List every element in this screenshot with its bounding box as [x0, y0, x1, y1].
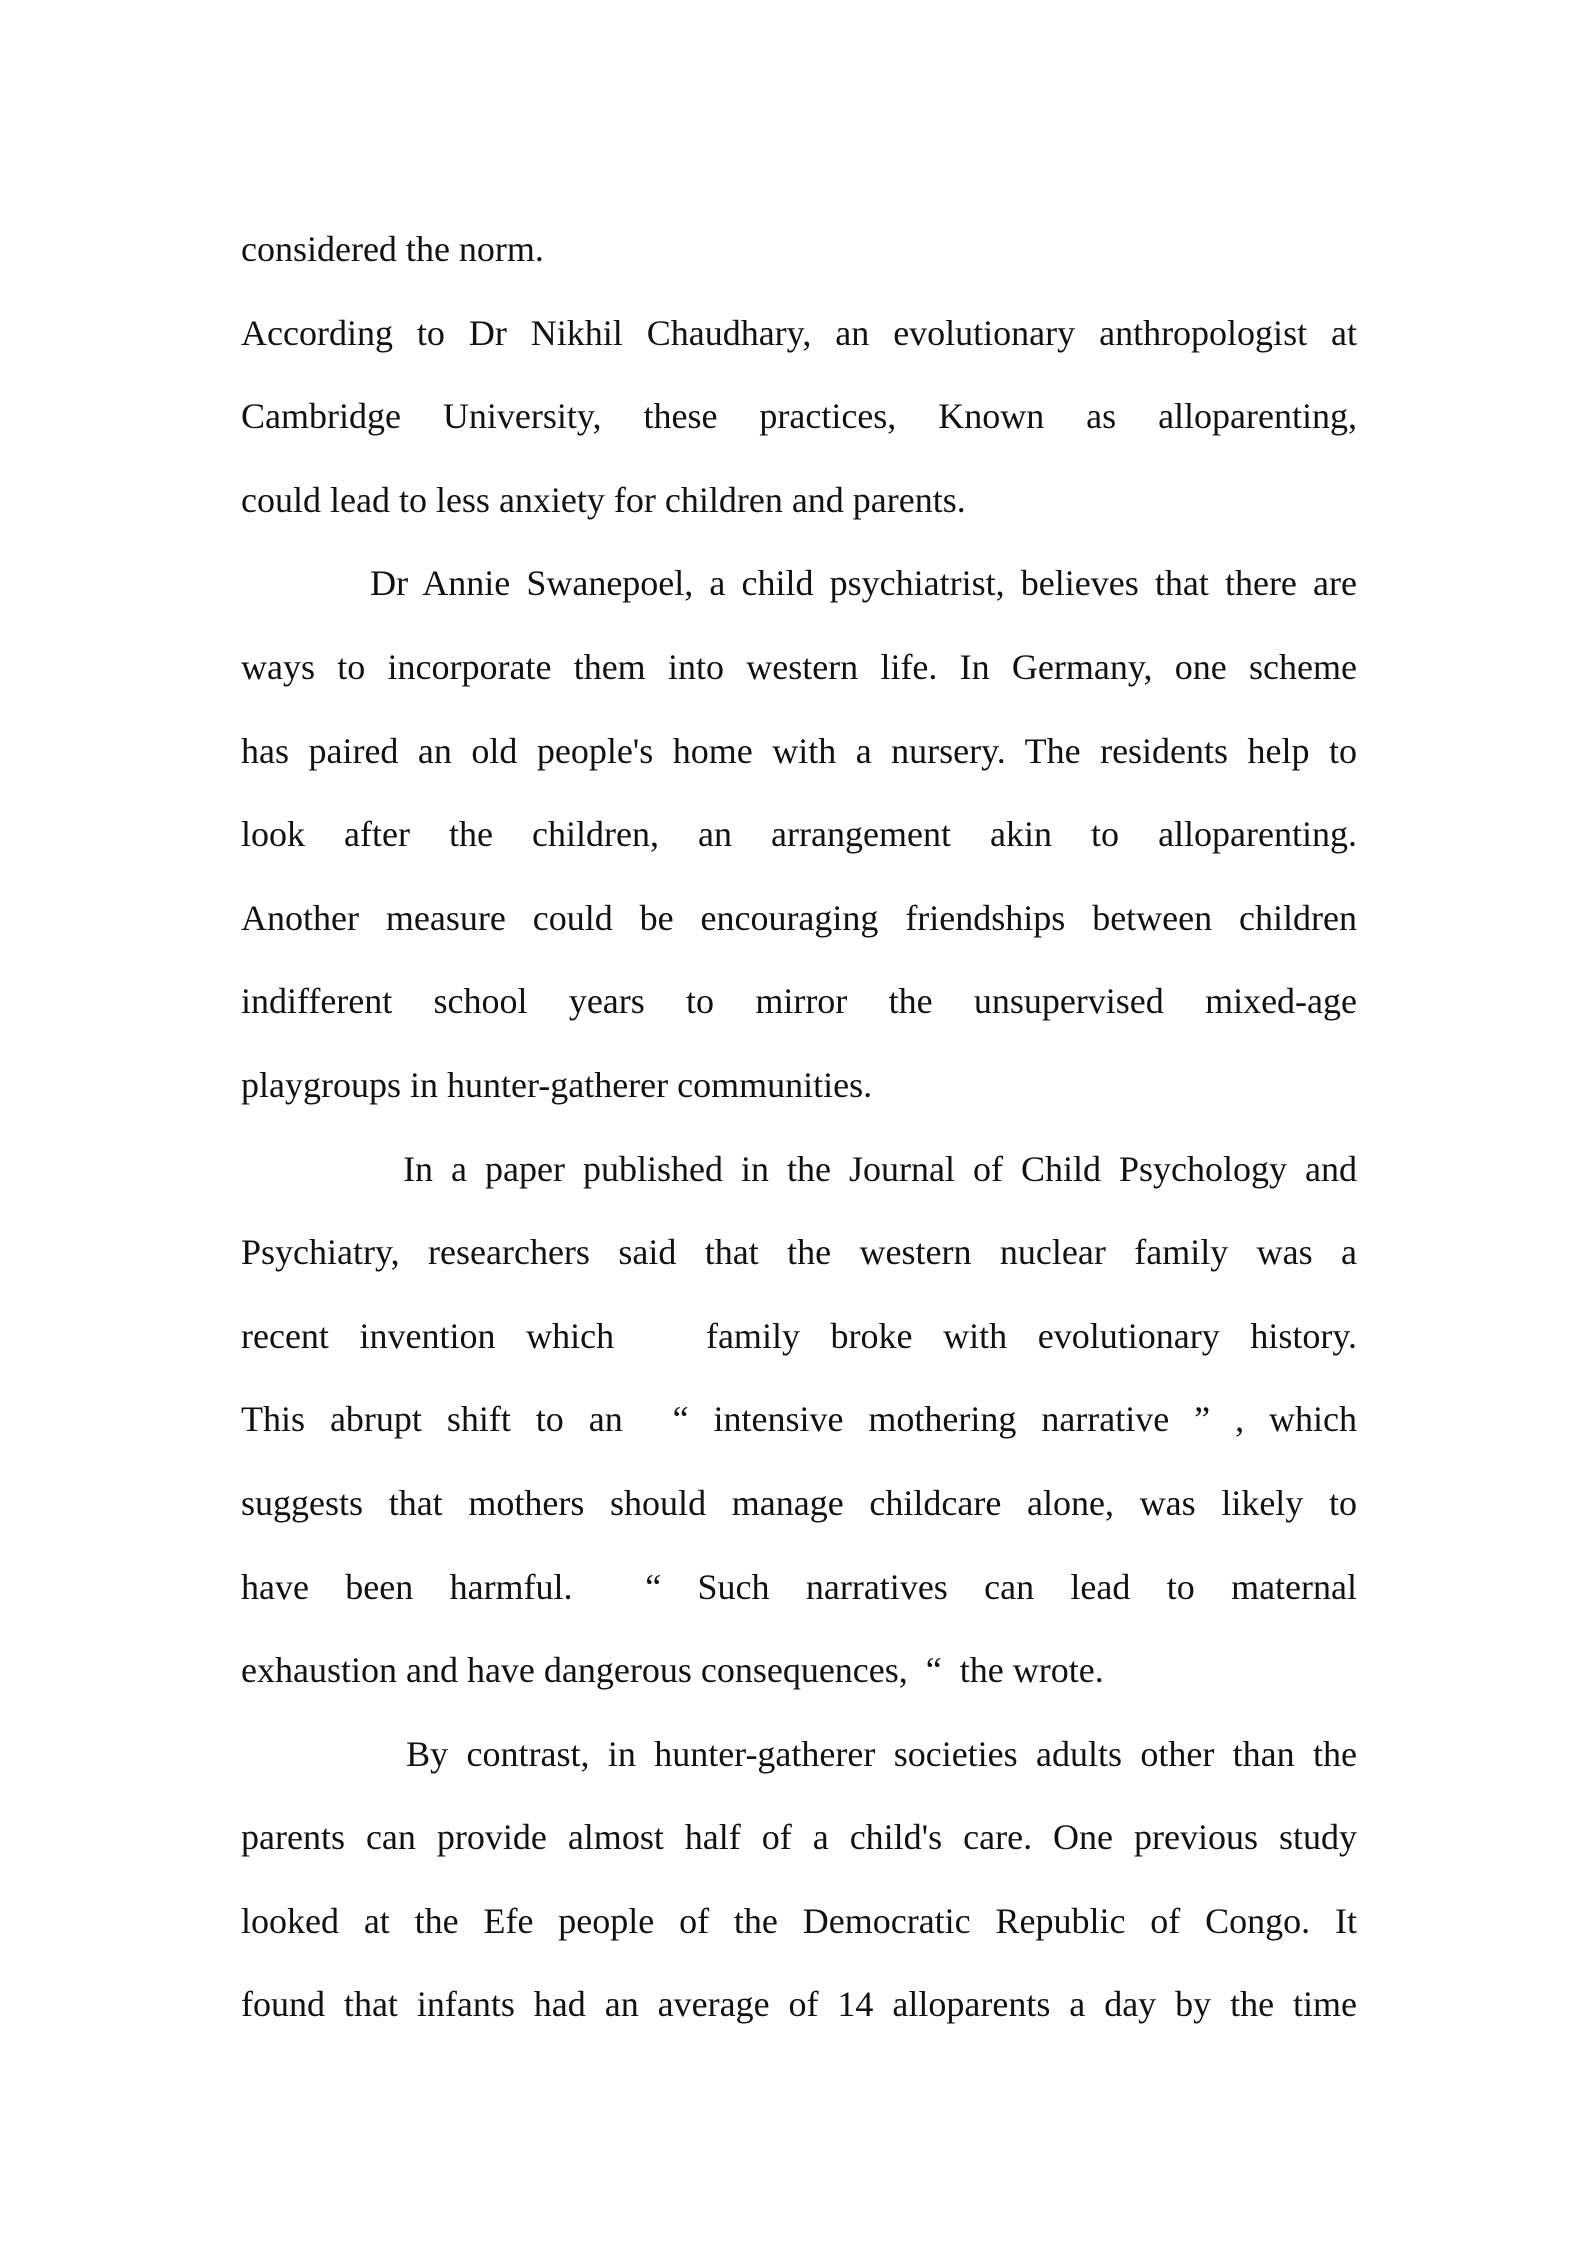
text-line: have been harmful. “ Such narratives can lead to maternal	[241, 1566, 1357, 1607]
text-line: Dr Annie Swanepoel, a child psychiatrist, believes that there are	[241, 563, 1357, 604]
text-line: In a paper published in the Journal of Child Psychology and	[241, 1148, 1357, 1189]
text-line: Cambridge University, these practices, Known as alloparenting,	[241, 396, 1357, 437]
text-line: According to Dr Nikhil Chaudhary, an evolutionary anthropologist at	[241, 312, 1357, 353]
text-line: look after the children, an arrangement akin to alloparenting.	[241, 814, 1357, 855]
text-line: indifferent school years to mirror the unsupervised mixed-age	[241, 981, 1357, 1022]
text-line: could lead to less anxiety for children and parents.	[241, 479, 966, 520]
text-line: Another measure could be encouraging friendships between children	[241, 897, 1357, 938]
article-body	[241, 208, 1357, 2047]
text-line: Psychiatry, researchers said that the western nuclear family was a	[241, 1232, 1357, 1273]
text-line: looked at the Efe people of the Democratic Republic of Congo. It	[241, 1900, 1357, 1941]
text-line: ways to incorporate them into western life. In Germany, one scheme	[241, 646, 1357, 687]
text-line: found that infants had an average of 14 alloparents a day by the time	[241, 1984, 1357, 2025]
text-line: recent invention which family broke with evolutionary history.	[241, 1315, 1357, 1356]
text-line: By contrast, in hunter-gatherer societies adults other than the	[241, 1733, 1357, 1774]
text-line: playgroups in hunter-gatherer communities.	[241, 1064, 873, 1105]
text-line: exhaustion and have dangerous consequences, “ the wrote.	[241, 1650, 1104, 1691]
text-line: considered the norm.	[241, 229, 544, 269]
text-line: parents can provide almost half of a child's care. One previous study	[241, 1817, 1357, 1858]
text-line: has paired an old people's home with a nursery. The residents help to	[241, 730, 1357, 771]
text-line: suggests that mothers should manage childcare alone, was likely to	[241, 1482, 1357, 1523]
text-line: This abrupt shift to an “ intensive mothering narrative ” , which	[241, 1399, 1357, 1440]
